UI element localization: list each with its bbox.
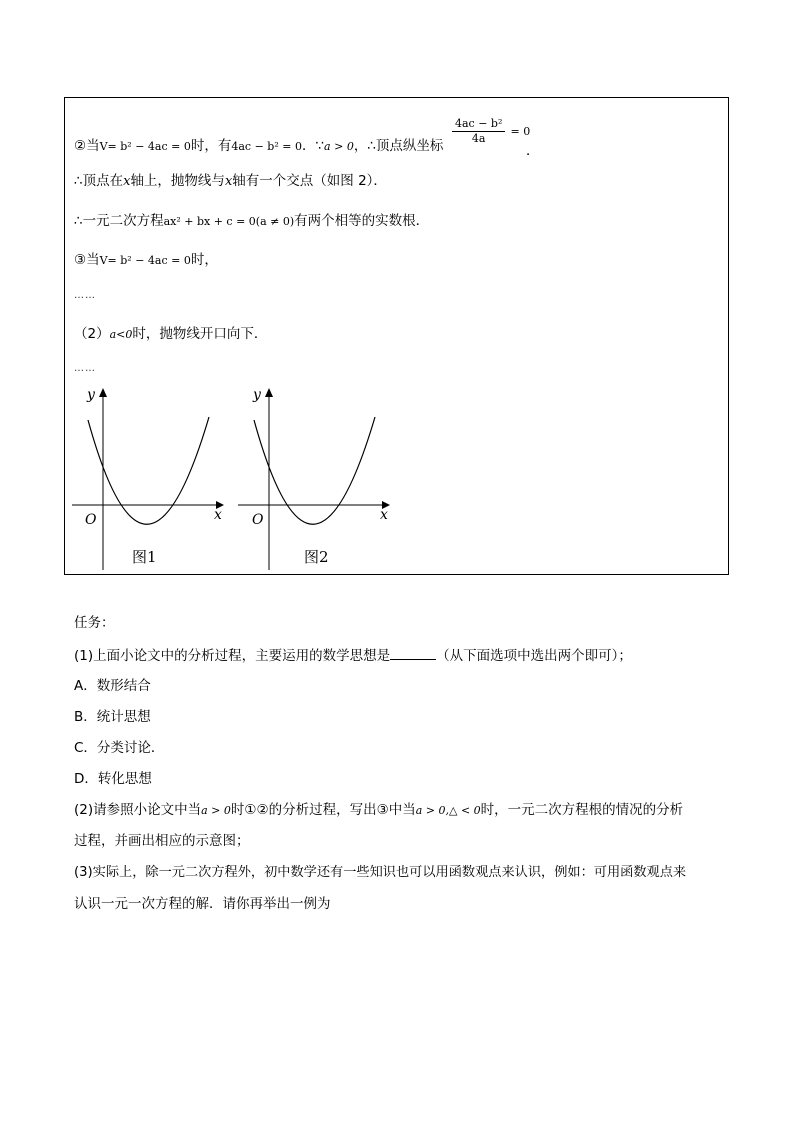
parabola-curve	[254, 417, 375, 524]
box-line-3	[74, 211, 429, 232]
box-line-2	[74, 171, 387, 192]
vertex-fraction	[452, 117, 530, 146]
text: (1)上面小论文中的分析过程，主要运用的数学思想是	[74, 648, 391, 664]
figure-2	[234, 380, 404, 570]
text: 当	[86, 252, 100, 268]
math-expr: V= b² − 4ac = 0	[99, 140, 191, 153]
origin-label: O	[252, 512, 264, 528]
question-1	[74, 645, 632, 666]
ellipsis-1: ……	[74, 290, 96, 301]
origin-label: O	[85, 512, 97, 528]
question-3-line-2: 认识一元一次方程的解．请你再举出一例为	[74, 896, 331, 912]
text: （从下面选项中选出两个即可）；	[436, 648, 632, 664]
answer-blank[interactable]	[390, 645, 436, 660]
math-expr: a > 0	[201, 804, 231, 817]
math-expr: 4ac − b² = 0	[231, 140, 302, 153]
text: (2)请参照小论文中当	[74, 802, 202, 818]
question-3-line-1: (3)实际上，除一元二次方程外，初中数学还有一些知识也可以用函数观点来认识，例如：可用函数观点来	[74, 865, 687, 880]
option-a: A．数形结合	[74, 678, 151, 694]
text: 时，有	[190, 138, 232, 154]
text: 当	[86, 138, 100, 154]
text: 时，抛物线开口向下．	[132, 326, 268, 342]
period: ．	[526, 143, 540, 159]
text: 有两个相等的实数根．	[294, 213, 430, 229]
box-line-4	[74, 250, 218, 271]
text: 轴上，抛物线与	[130, 173, 225, 189]
option-d: D．转化思想	[74, 771, 152, 787]
option-c: C．分类讨论．	[74, 740, 165, 756]
text: 时，	[190, 252, 218, 268]
y-axis-arrow	[265, 388, 273, 397]
text: 时，一元二次方程根的情况的分析	[480, 802, 684, 818]
circled-number: ②	[74, 138, 87, 154]
y-axis-arrow	[99, 388, 107, 397]
math-expr: a > 0,△ < 0	[415, 804, 481, 817]
math-expr: a > 0	[324, 140, 354, 153]
math-expr: a<0	[109, 328, 133, 341]
math-expr: ax² + bx + c = 0(a ≠ 0)	[163, 215, 295, 228]
question-2-line-2: 过程，并画出相应的示意图；	[74, 833, 250, 849]
figure-1	[66, 380, 236, 570]
box-line-5	[74, 324, 267, 345]
box-line-1	[74, 136, 443, 157]
math-expr: V= b² − 4ac = 0	[99, 254, 191, 267]
fraction-rhs: = 0	[510, 125, 531, 138]
question-2-line-1	[74, 800, 683, 821]
text: （2）	[74, 326, 110, 342]
circled-number: ③	[74, 252, 87, 268]
fraction-denominator: 4a	[471, 132, 486, 145]
text: 轴有一个交点（如图 2）．	[232, 173, 387, 189]
figure-caption: 图2	[304, 548, 329, 566]
y-label: y	[87, 387, 95, 403]
fraction-numerator: 4ac − b²	[452, 117, 505, 132]
x-label: x	[380, 507, 388, 523]
text: 时①②的分析过程，写出③中当	[230, 802, 416, 818]
y-label: y	[253, 387, 261, 403]
ellipsis-2: ……	[74, 363, 96, 374]
task-heading: 任务：	[74, 615, 115, 631]
x-label: x	[214, 507, 222, 523]
parabola-curve	[88, 417, 209, 524]
text: ．∵	[301, 138, 325, 154]
math-var: x	[123, 174, 131, 189]
math-var: x	[224, 174, 233, 189]
option-b: B．统计思想	[74, 709, 151, 725]
figure-caption: 图1	[132, 548, 157, 566]
text: ∴顶点在	[74, 173, 124, 189]
text: ，∴顶点纵坐标	[353, 138, 444, 154]
text: ∴一元二次方程	[74, 213, 164, 229]
